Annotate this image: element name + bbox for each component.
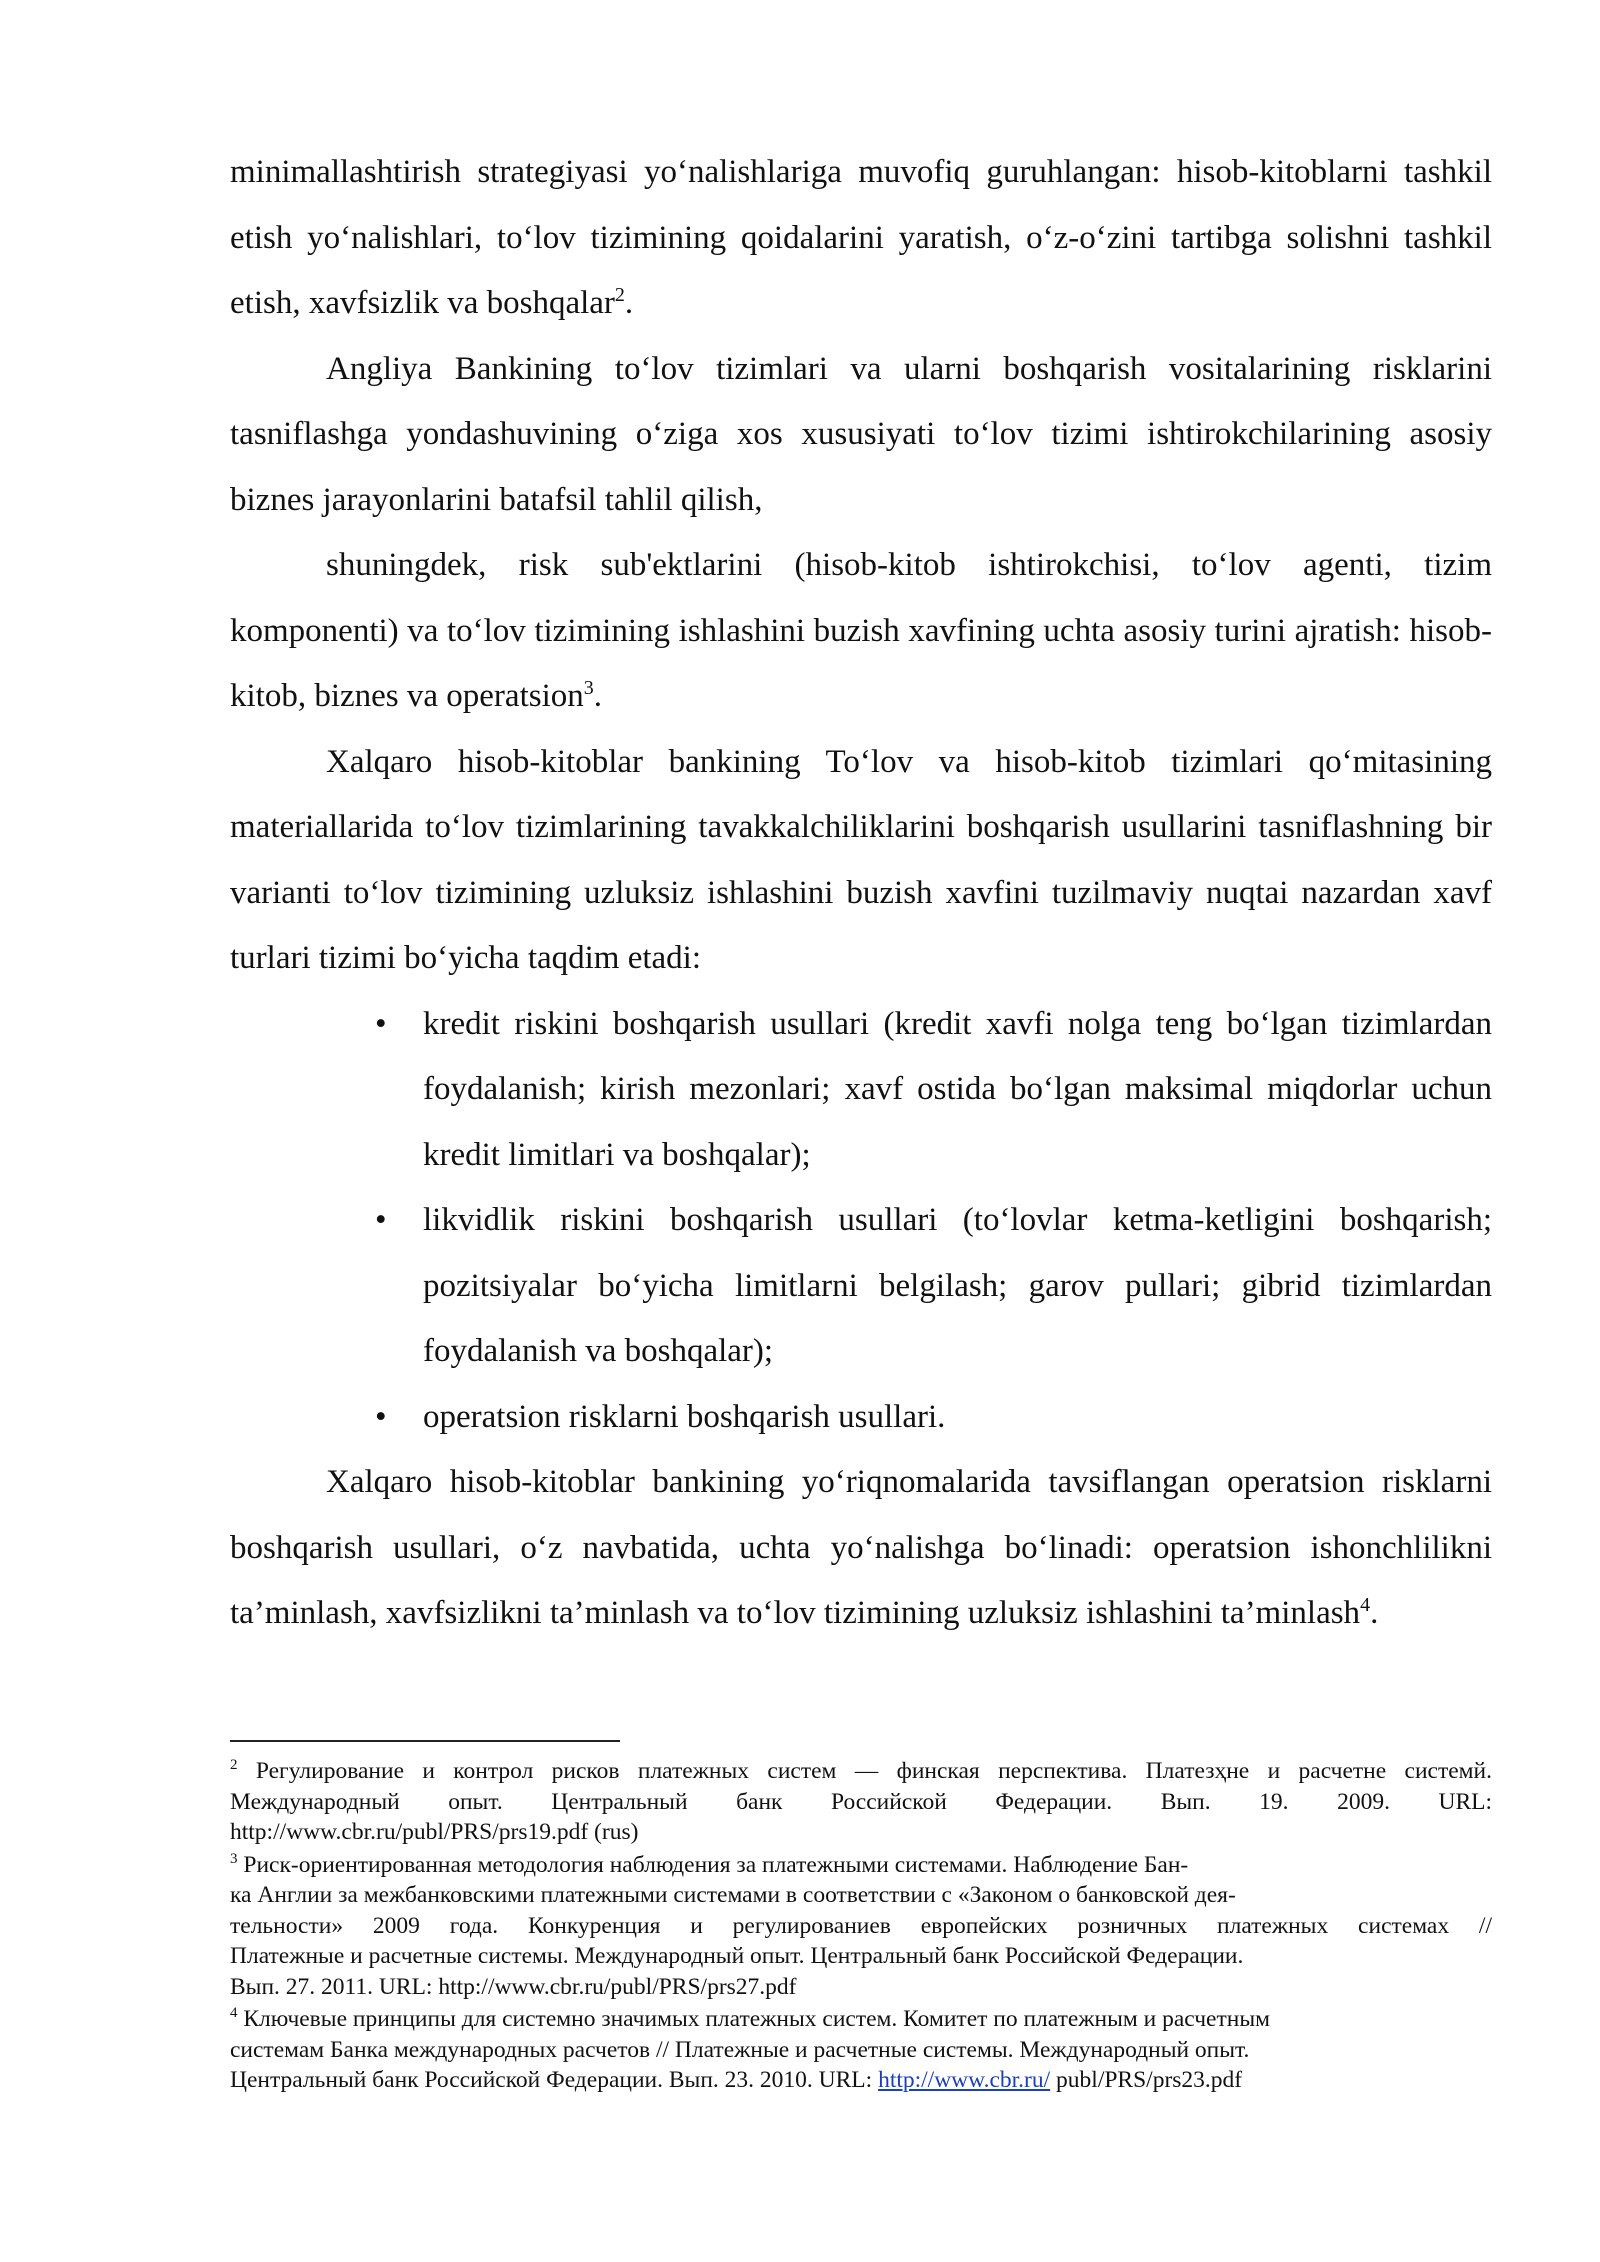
footnote-2: [230, 1756, 1492, 1848]
footnote-ref-2[interactable]: 2: [614, 284, 625, 306]
bullet-icon: •: [375, 1202, 387, 1238]
list-item: [375, 1188, 1492, 1385]
footnote-4: [230, 2004, 1492, 2096]
list-item: [375, 1385, 1492, 1451]
paragraph-1-end: .: [624, 285, 634, 321]
footnote-3-line-4: Платежные и расчетные системы. Международный опыт. Центральный банк Российской Федерации.: [230, 1943, 1244, 1969]
paragraph-5-text: Xalqaro hisob-kitoblar bankining yo‘riqnomalarida tavsiflangan operatsion risklarni boshqarish usullari, o‘z navbatida, uchta yo‘nalishga bo‘linadi: operatsion ishonchlilikni ta’minlash, xavfsizlikni ta’minlash va to‘lov tizimining uzluksiz ishlashini ta’minlash: [230, 1464, 1492, 1631]
footnote-2-line-1: [230, 1756, 1492, 1787]
list-item-text: likvidlik riskini boshqarish usullari (to‘lovlar ketma-ketligini boshqarish; pozitsiyalar bo‘yicha limitlarni belgilash; garov pullari; gibrid tizimlardan foydalanish va boshqalar);: [423, 1202, 1492, 1369]
list-item: [375, 992, 1492, 1189]
footnote-3-line-1: [230, 1850, 1492, 1881]
footnote-3-text-1: Риск-ориентированная методология наблюдения за платежными системами. Наблюдение Бан-: [243, 1851, 1189, 1878]
footnote-2-text-1: Регулирование и контрол рисков платежных систем — финская перспектива. Платезҳне и расчетне системй.: [255, 1758, 1493, 1784]
footnote-3: [230, 1850, 1492, 2003]
footnote-4-text-1: Ключевые принципы для системно значимых платежных систем. Комитет по платежным и расчетным: [243, 2006, 1270, 2032]
paragraph-5-end: .: [1370, 1595, 1379, 1631]
footnote-2-url[interactable]: http://www.cbr.ru/publ/PRS/prs19.pdf (rus): [230, 1819, 639, 1845]
footnote-divider: [230, 1740, 620, 1742]
footnote-2-line-2: Международный опыт. Центральный банк Российской Федерации. Вып. 19. 2009. URL:: [230, 1788, 1492, 1815]
main-text: [230, 140, 1492, 1647]
paragraph-3-end: .: [593, 678, 603, 714]
paragraph-3: [230, 533, 1492, 730]
footnote-4-line-1: [230, 2004, 1492, 2035]
footnote-4-line-3: [230, 2065, 1492, 2096]
bullet-icon: •: [375, 1005, 387, 1042]
footnote-3-url[interactable]: Вып. 27. 2011. URL: http://www.cbr.ru/publ/PRS/prs27.pdf: [230, 1973, 797, 2000]
paragraph-3-text: shuningdek, risk sub'ektlarini (hisob-kitob ishtirokchisi, to‘lov agenti, tizim komponenti) va to‘lov tizimining ishlashini buzish xavfining uchta asosiy turini ajratish: hisob-kitob, biznes va operatsion: [230, 547, 1492, 714]
footnote-3-number: 3: [230, 1850, 238, 1867]
footnotes-section: [230, 1740, 1492, 2098]
footnote-4-url-rest: publ/PRS/prs23.pdf: [1050, 2067, 1243, 2093]
footnote-3-line-3: тельности» 2009 года. Конкуренция и регулированиев европейских розничных платежных системах //: [230, 1912, 1492, 1939]
footnote-4-link[interactable]: http://www.cbr.ru/: [878, 2067, 1051, 2093]
list-item-text: operatsion risklarni boshqarish usullari.: [423, 1398, 946, 1435]
list-item-text: kredit riskini boshqarish usullari (kredit xavfi nolga teng bo‘lgan tizimlardan foydalanish; kirish mezonlari; xavf ostida bo‘lgan maksimal miqdorlar uchun kredit limitlari va boshqalar);: [423, 1005, 1492, 1173]
footnote-3-line-2: ка Англии за межбанковскими платежными системами в соответствии с «Законом о банковской дея-: [230, 1882, 1236, 1908]
paragraph-4-text: Xalqaro hisob-kitoblar bankining To‘lov va hisob-kitob tizimlari qo‘mitasining materiallarida to‘lov tizimlarining tavakkalchiliklarini boshqarish usullarini tasniflashning bir varianti to‘lov tizimining uzluksiz ishlashini buzish xavfini tuzilmaviy nuqtai nazardan xavf turlari tizimi bo‘yicha taqdim etadi:: [230, 743, 1492, 976]
paragraph-1: [230, 140, 1492, 337]
paragraph-1-text: minimallashtirish strategiyasi yo‘nalishlariga muvofiq guruhlangan: hisob-kitoblarni tashkil etish yo‘nalishlari, to‘lov tizimining qoidalarini yaratish, o‘z-o‘zini tartibga solishni tashkil etish, xavfsizlik va boshqalar: [230, 154, 1492, 321]
bullet-icon: •: [375, 1398, 387, 1435]
paragraph-4: [230, 730, 1492, 992]
bullet-list: [230, 992, 1492, 1451]
footnote-ref-3[interactable]: 3: [583, 677, 594, 699]
paragraph-2-text: Angliya Bankining to‘lov tizimlari va ularni boshqarish vositalarining risklarini tasniflashga yondashuvining o‘ziga xos xususiyati to‘lov tizimi ishtirokchilarining asosiy biznes jarayonlarini batafsil tahlil qilish,: [230, 350, 1492, 518]
footnote-ref-4[interactable]: 4: [1360, 1594, 1371, 1616]
paragraph-5: [230, 1450, 1492, 1647]
footnote-2-number: 2: [230, 1757, 238, 1774]
footnote-4-line-2: системам Банка международных расчетов // Платежные и расчетные системы. Международный опыт.: [230, 2036, 1250, 2063]
footnote-4-text-3: Центральный банк Российской Федерации. Вып. 23. 2010. URL:: [230, 2067, 879, 2093]
footnote-4-number: 4: [230, 2005, 238, 2022]
paragraph-2: [230, 337, 1492, 534]
